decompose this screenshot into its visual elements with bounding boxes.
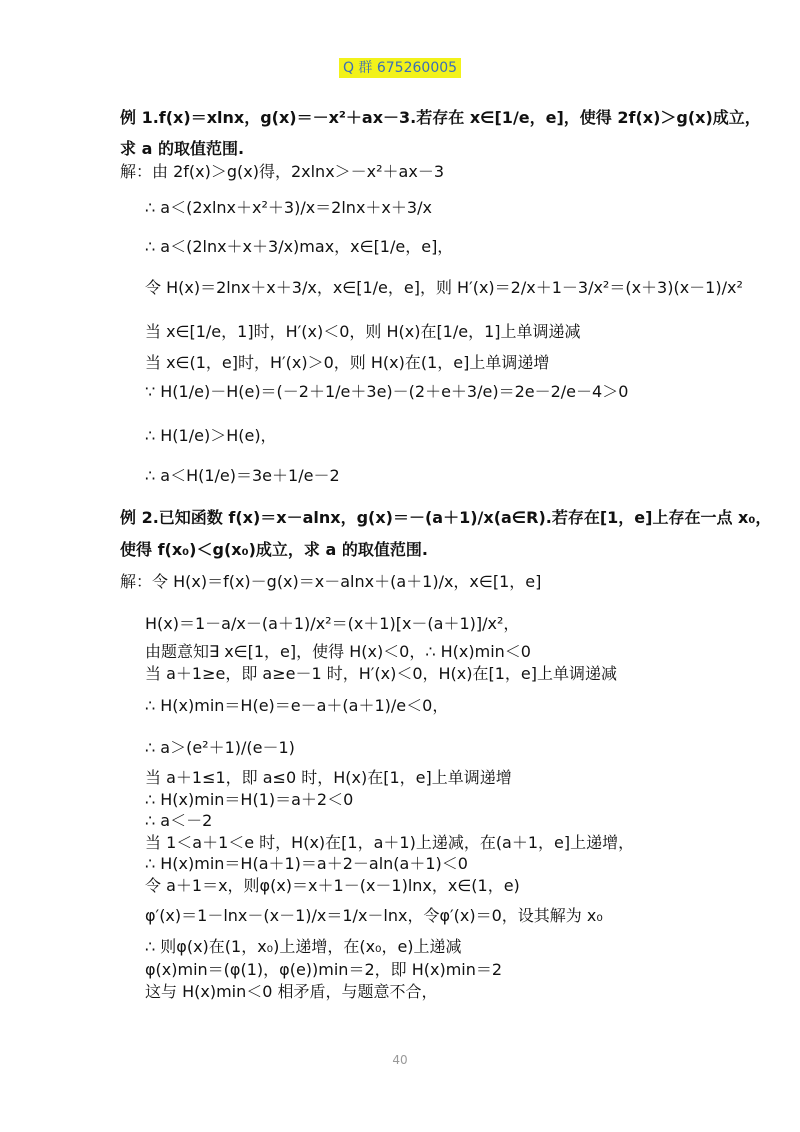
- solution-2-line: φ(x)min＝(φ(1)，φ(e))min＝2，即 H(x)min＝2: [145, 960, 503, 979]
- solution-2-line: ∴ H(x)min＝H(e)＝e－a＋(a＋1)/e＜0，: [145, 696, 449, 715]
- solution-2-line: 当 1＜a＋1＜e 时，H(x)在[1，a＋1)上递减，在(a＋1，e]上递增，: [145, 833, 635, 852]
- solution-1-line: ∴ a＜H(1/e)＝3e＋1/e－2: [145, 466, 340, 485]
- page-header: [0, 57, 800, 77]
- solution-2-line: 令 a＋1＝x，则φ(x)＝x＋1－(x－1)lnx，x∈(1，e): [145, 876, 520, 895]
- solution-2-line: ∴ H(x)min＝H(1)＝a＋2＜0: [145, 790, 354, 809]
- solution-2-line: ∴ a＜－2: [145, 811, 213, 830]
- example-1-title: 例 1.f(x)＝xlnx，g(x)＝－x²＋ax－3.若存在 x∈[1/e，e]，使得 2f(x)＞g(x)成立，: [120, 108, 761, 127]
- header-qq-group: Q 群 675260005: [339, 58, 461, 78]
- solution-1-line: ∴ H(1/e)＞H(e)，: [145, 426, 277, 445]
- solution-2-line: 由题意知∃ x∈[1，e]，使得 H(x)＜0，∴ H(x)min＜0: [145, 642, 531, 661]
- solution-2-line: ∴ a＞(e²＋1)/(e－1): [145, 738, 295, 757]
- example-2-question: 使得 f(x₀)＜g(x₀)成立，求 a 的取值范围.: [120, 540, 428, 559]
- solution-1-line: ∴ a＜(2xlnx＋x²＋3)/x＝2lnx＋x＋3/x: [145, 198, 432, 217]
- solution-2-line: H(x)＝1－a/x－(a＋1)/x²＝(x＋1)[x－(a＋1)]/x²，: [145, 614, 520, 633]
- example-1-question: 求 a 的取值范围.: [120, 139, 245, 158]
- solution-2-line: φ′(x)＝1－lnx－(x－1)/x＝1/x－lnx，令φ′(x)＝0，设其解为 x₀: [145, 906, 603, 925]
- solution-2-line: 当 a＋1≤1，即 a≤0 时，H(x)在[1，e]上单调递增: [145, 768, 512, 787]
- solution-2-line: 解：令 H(x)＝f(x)－g(x)＝x－alnx＋(a＋1)/x，x∈[1，e]: [120, 572, 542, 591]
- solution-2-line: ∴ H(x)min＝H(a＋1)＝a＋2－aln(a＋1)＜0: [145, 854, 468, 873]
- solution-1-line: ∴ a＜(2lnx＋x＋3/x)max，x∈[1/e，e]，: [145, 237, 454, 256]
- solution-1-line: ∵ H(1/e)－H(e)＝(－2＋1/e＋3e)－(2＋e＋3/e)＝2e－2/e－4＞0: [145, 382, 629, 401]
- solution-2-line: ∴ 则φ(x)在(1，x₀)上递增，在(x₀，e)上递减: [145, 937, 462, 956]
- solution-2-line: 这与 H(x)min＜0 相矛盾，与题意不合，: [145, 982, 438, 1001]
- solution-1-line: 令 H(x)＝2lnx＋x＋3/x，x∈[1/e，e]，则 H′(x)＝2/x＋1－3/x²＝(x＋3)(x－1)/x²: [145, 278, 743, 297]
- solution-1-line: 当 x∈[1/e，1]时，H′(x)＜0，则 H(x)在[1/e，1]上单调递减: [145, 322, 581, 341]
- solution-1-line: 解：由 2f(x)＞g(x)得，2xlnx＞－x²＋ax－3: [120, 162, 445, 181]
- example-2-title: 例 2.已知函数 f(x)＝x－alnx，g(x)＝－(a＋1)/x(a∈R).若存在[1，e]上存在一点 x₀，: [120, 508, 772, 527]
- solution-1-line: 当 x∈(1，e]时，H′(x)＞0，则 H(x)在(1，e]上单调递增: [145, 353, 550, 372]
- solution-2-line: 当 a＋1≥e，即 a≥e－1 时，H′(x)＜0，H(x)在[1，e]上单调递减: [145, 664, 618, 683]
- page-number: 40: [392, 1053, 408, 1067]
